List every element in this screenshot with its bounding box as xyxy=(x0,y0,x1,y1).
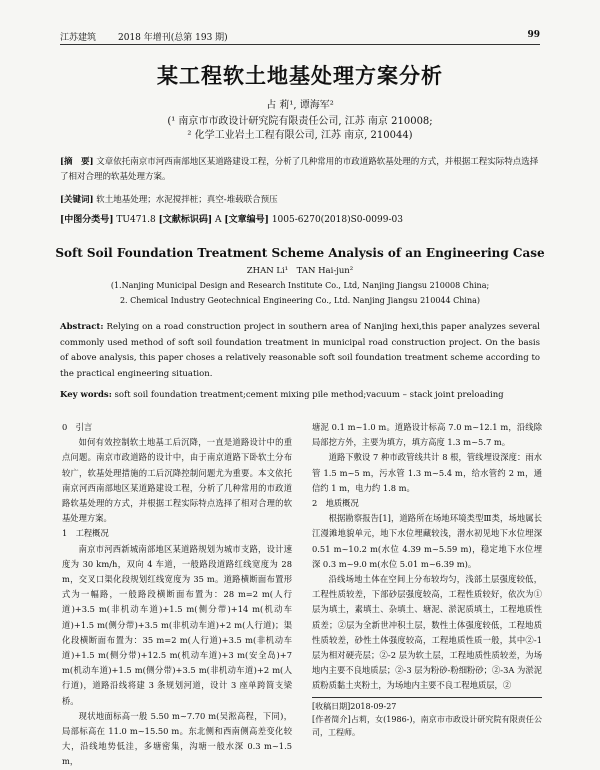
keywords-cn-label: [关键词] xyxy=(60,195,94,205)
clc-label: [中图分类号] xyxy=(60,215,114,225)
english-abstract-label: Abstract: xyxy=(60,322,104,332)
affiliation-2: ² 化学工业岩土工程有限公司, 江苏 南京, 210044) xyxy=(187,130,413,141)
body-column-right xyxy=(312,420,542,739)
article-footnote xyxy=(312,697,542,739)
author-bio xyxy=(312,713,542,739)
running-header xyxy=(60,30,540,45)
page-number: 99 xyxy=(527,30,540,40)
doc-code-value: A xyxy=(215,215,222,225)
bio-label: [作者简介] xyxy=(312,714,351,724)
body-paragraph: 南京市河西新城南部地区某道路规划为城市支路，设计速度为 30 km/h，双向 4 车道，一般路段道路红线宽度为 28 m，交叉口渠化段规划红线宽度为 35 m。道路横断面布置形式为一幅路，一般路段横断面布置为：28 m=2 m(人行道)+3.5 m(非机动车道)+1.5 m(侧分带)+14 m(机动车道)+1.5 m(侧分带)+3.5 m(非机动车道)+2 m(人行道)；渠化段横断面布置为：35 m=2 m(人行道)+3.5 m(非机动车道)+1.5 m(侧分带)+12.5 m(机动车道)+3 m(安全岛)+7 m(机动车道)+1.5 m(侧分带)+3.5 m(非机动车道)+2 m(人行道)，道路沿线将建 3 条规划河道，设计 3 座单跨简支梁桥。 xyxy=(62,543,292,706)
affiliation-1: (¹ 南京市市政设计研究院有限责任公司, 江苏 南京 210008; xyxy=(167,116,433,127)
english-affiliation-1: (1.Nanjing Municipal Design and Research Institute Co., Ltd, Nanjing Jiangsu 210008 China; xyxy=(110,281,490,290)
english-title: Soft Soil Foundation Treatment Scheme Analysis of an Engineering Case xyxy=(55,246,545,260)
abstract-cn-text: 文章依托南京市河西南部地区某道路建设工程，分析了几种常用的市政道路软基处理的方式，并根据工程实际特点选择了相对合理的软基处理方案。 xyxy=(60,157,539,182)
body-column-left xyxy=(62,420,292,770)
section-heading: 2 地质概况 xyxy=(312,498,359,509)
classification-line xyxy=(60,212,540,225)
section-heading: 1 工程概况 xyxy=(62,528,109,539)
abstract-cn xyxy=(60,155,540,185)
body-paragraph: 塘泥 0.1 m~1.0 m。道路设计标高 7.0 m~12.1 m，沿线除局部挖方外，主要为填方，填方高度 1.3 m~5.7 m。 xyxy=(312,422,542,448)
english-keywords xyxy=(60,390,540,400)
english-keywords-text: soft soil foundation treatment;cement mixing pile method;vacuum – stack joint preloading xyxy=(114,390,504,400)
journal-name: 江苏建筑 xyxy=(60,33,97,43)
english-abstract xyxy=(60,320,540,382)
body-paragraph: 沿线场地土体在空间上分布较均匀，浅部土层强度较低，工程性质较差，下部砂层强度较高，工程性质较好，依次为①层为填土，素填土、杂填土、塘泥、淤泥质填土，工程地质性质差；②层为全新世冲积土层，数性土体强度较低，工程地质性质较差，砂性土体强度较高，工程地质性质一般，其中②-1 层为相对硬壳层；②-2 层为软土层，工程地质性质较差，为场地内主要不良地质层；②-3 层为粉砂-粉细粉砂；②-3A 为淤泥质粉质黏土夹粉土，为场地内主要不良工程地质层，② xyxy=(312,574,542,691)
english-abstract-text: Relying on a road construction project in southern area of Nanjing hexi,this paper analyzes several commonly used method of soft soil foundation treatment in municipal road construction project. On the basis of above analysis, this paper choses a relatively reasonable soft soil foundation treatment scheme according to the practical engineering situation. xyxy=(60,322,540,379)
section-heading: 0 引言 xyxy=(62,422,93,432)
english-keywords-label: Key words: xyxy=(60,390,112,400)
body-paragraph: 如何有效控制软土地基工后沉降，一直是道路设计中的重点问题。南京市政道路的设计中，由于南京道路下卧软土分布较广，软基处理措施的工后沉降控制问题尤为重要。本文依托南京河西南部地区某道路建设工程，分析了几种常用的市政道路软基处理的方式，并根据工程实际特点选择了相对合理的软基处理方案。 xyxy=(62,437,292,524)
article-id-value: 1005-6270(2018)S0-0099-03 xyxy=(271,215,403,225)
bio-value: 占莉，女(1986-)，南京市市政设计研究院有限责任公司，工程师。 xyxy=(312,714,542,737)
received-value: 2018-09-27 xyxy=(350,701,397,711)
body-paragraph: 根据勘察报告[1]，道路所在场地环境类型Ⅲ类，场地属长江漫滩地貌单元，地下水位埋藏较浅，潜水初见地下水位埋深 0.51 m~10.2 m(水位 4.39 m~5.59 m)，稳定地下水位埋深 0.3 m~9.0 m(水位 5.01 m~6.39 m)。 xyxy=(312,513,542,569)
article-id-label: [文章编号] xyxy=(224,215,269,225)
clc-value: TU471.8 xyxy=(116,215,156,225)
doc-code-label: [文献标识码] xyxy=(158,215,213,225)
body-paragraph: 道路下敷设 7 种市政管线共计 8 根，管线埋设深度：雨水管 1.5 m~5 m，污水管 1.3 m~5.4 m，给水管约 2 m，通信约 1 m，电力约 1.8 m。 xyxy=(312,452,542,493)
english-authors: ZHAN Li¹ TAN Hai-jun² xyxy=(246,266,354,276)
keywords-cn-text: 软土地基处理；水泥搅拌桩；真空-堆载联合预压 xyxy=(96,195,278,205)
keywords-cn xyxy=(60,193,540,205)
received-date xyxy=(312,700,542,713)
article-title: 某工程软土地基处理方案分析 xyxy=(157,64,443,88)
issue-info: 2018 年增刊(总第 193 期) xyxy=(118,33,228,43)
authors: 占 莉¹, 谭海军² xyxy=(266,100,334,111)
received-label: [收稿日期] xyxy=(312,701,351,711)
english-affiliation-2: 2. Chemical Industry Geotechnical Engineering Co., Ltd. Nanjing Jiangsu 210044 China) xyxy=(119,296,481,305)
body-paragraph: 现状地面标高一般 5.50 m~7.70 m(吴淞高程，下同)，局部标高在 11.0 m~15.50 m。东北侧和西南侧高差变化较大，沿线地势低洼，多塘密集，沟塘一般水深 0.3 m~1.5 m， xyxy=(62,710,292,767)
abstract-cn-label: [摘 要] xyxy=(60,157,94,167)
